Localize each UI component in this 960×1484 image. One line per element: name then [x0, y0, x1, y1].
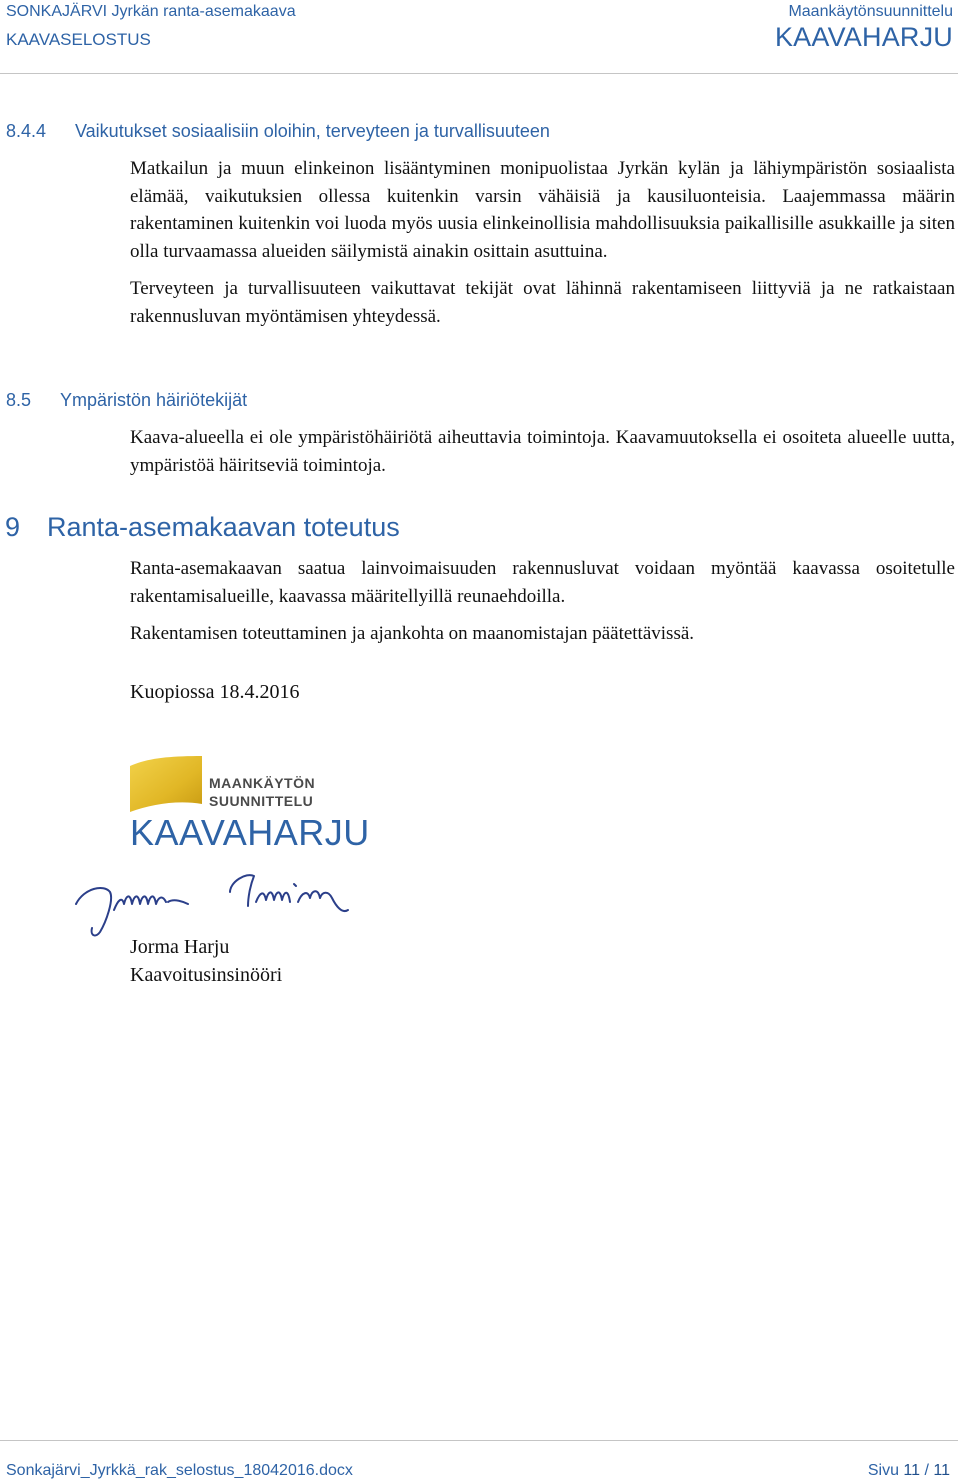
paragraph: Ranta-asemakaavan saatua lainvoimaisuuden rakennusluvat voidaan myöntää kaavassa osoitetulle rakentamisalueille, kaavassa määritellyillä reunaehdoilla.: [130, 558, 955, 607]
section-number: 8.5: [6, 390, 32, 410]
header-divider: [0, 73, 958, 74]
logo-tagline-line1: MAANKÄYTÖN: [209, 775, 316, 791]
logo-tagline-line2: SUUNNITTELU: [209, 793, 314, 809]
signatory-role: Kaavoitusinsinööri: [130, 963, 283, 986]
section-title: Vaikutukset sosiaalisiin oloihin, terveyteen ja turvallisuuteen: [75, 121, 550, 141]
logo-wordmark: KAAVAHARJU: [130, 812, 370, 853]
header-company-subtitle: Maankäytönsuunnittelu: [788, 3, 953, 20]
signatory-block: [130, 934, 955, 989]
handwritten-signature-icon: [70, 862, 360, 942]
kaavaharju-logo-icon: [130, 756, 202, 812]
paragraph: Kaava-alueella ei ole ympäristöhäiriötä aiheuttavia toimintoja. Kaavamuutoksella ei osoiteta alueelle uutta, ympäristöä häiritseviä toimintoja.: [130, 427, 955, 476]
paragraph: Matkailun ja muun elinkeinon lisääntyminen monipuolistaa Jyrkän kylän ja lähiympäristön sosiaalista elämää, vaikutuksien ollessa kuitenkin varsin vähäisiä ja kausiluonteisia. Laajemmassa määrin rakentaminen kuitenkin voi luoda myös uusia elinkeinollisia mahdollisuuksia paikallisille asukkaille ja siten olla turvaamassa alueiden säilymistä ainakin osittain asuttuina.: [130, 158, 955, 262]
section-heading-8-5: [6, 390, 248, 411]
section-body-8-5: [130, 424, 955, 479]
page-separator: /: [924, 1462, 929, 1479]
chapter-title: Ranta-asemakaavan toteutus: [47, 512, 400, 542]
header-document-type: KAAVASELOSTUS: [6, 30, 151, 49]
footer-divider: [0, 1440, 958, 1441]
place-and-date: Kuopiossa 18.4.2016: [130, 681, 300, 703]
signatory-name: Jorma Harju: [130, 936, 230, 958]
section-heading-8-4-4: [6, 121, 550, 142]
footer-page-number: [868, 1462, 950, 1480]
section-number: 8.4.4: [6, 121, 47, 141]
header-document-title: SONKAJÄRVI Jyrkän ranta-asemakaava: [6, 3, 296, 20]
section-body-9: [130, 555, 955, 648]
paragraph: Rakentamisen toteuttaminen ja ajankohta on maanomistajan päätettävissä.: [130, 623, 695, 644]
paragraph: Terveyteen ja turvallisuuteen vaikuttavat tekijät ovat lähinnä rakentamiseen liittyviä ja ne ratkaistaan rakennusluvan myöntämisen yhteydessä.: [130, 278, 955, 327]
section-title: Ympäristön häiriötekijät: [60, 390, 248, 410]
logo-tagline: [209, 774, 315, 810]
chapter-heading-9: [5, 512, 400, 543]
section-body-8-4-4: [130, 155, 955, 330]
footer-filename: Sonkajärvi_Jyrkkä_rak_selostus_18042016.docx: [6, 1462, 353, 1479]
page-total: 11: [933, 1462, 950, 1479]
header-company-name: KAAVAHARJU: [774, 22, 953, 52]
page-label: Sivu: [867, 1462, 899, 1479]
chapter-number: 9: [5, 512, 21, 542]
page-current: 11: [903, 1462, 921, 1479]
